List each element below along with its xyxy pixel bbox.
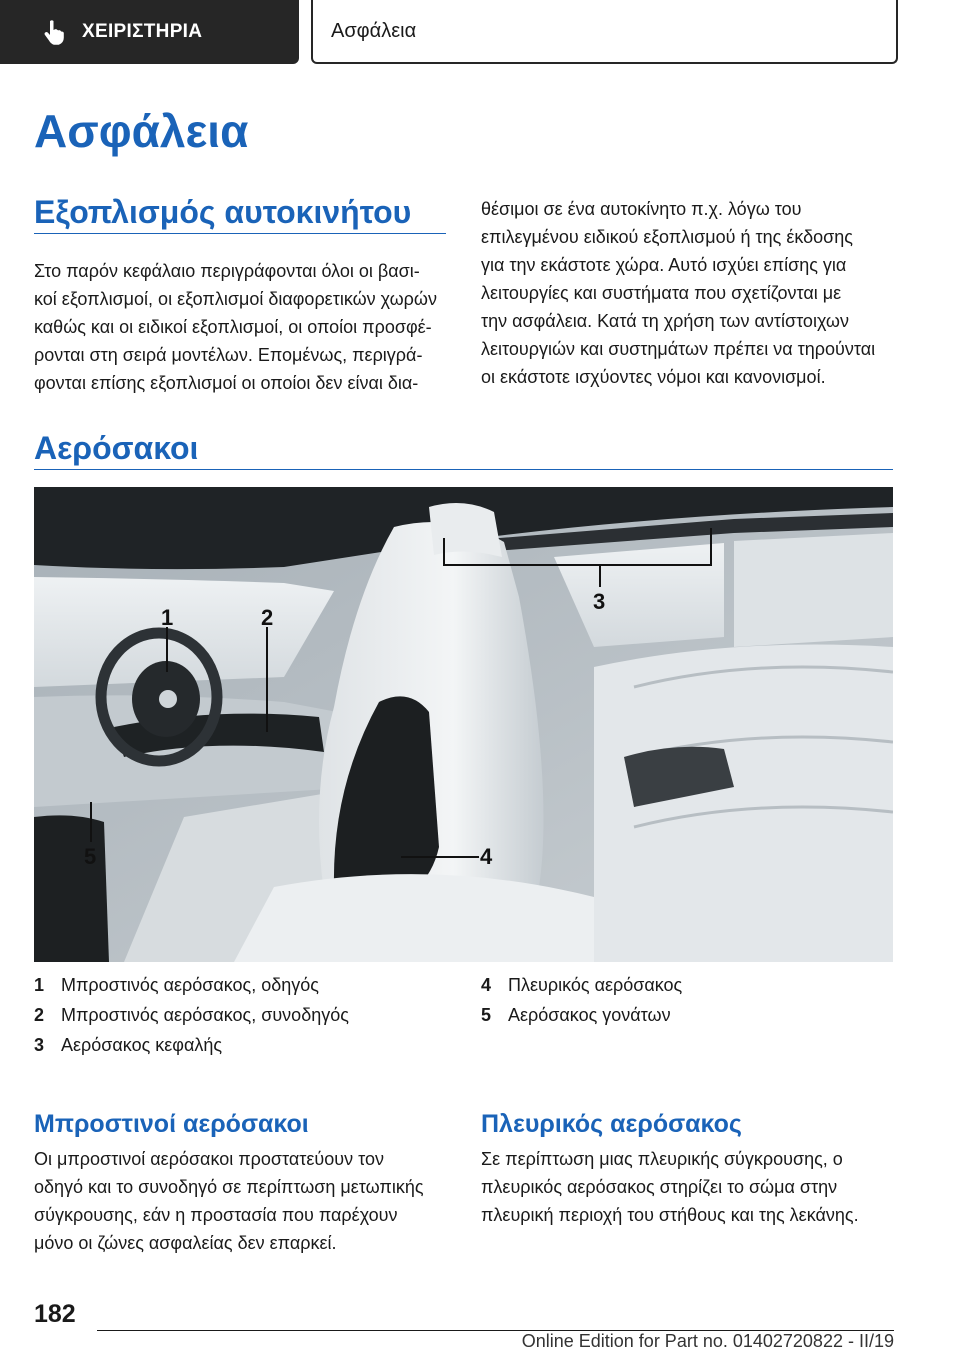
airbags-heading-rule <box>34 469 893 470</box>
chapter-tab[interactable] <box>311 0 898 64</box>
airbag-legend-left <box>34 975 349 1065</box>
callout-2: 2 <box>261 605 274 630</box>
legend-text: Αερόσακος γονάτων <box>508 1005 671 1025</box>
front-airbags-heading: Μπροστινοί αερόσακοι <box>34 1110 309 1138</box>
chapter-tab-label: Ασφάλεια <box>331 19 417 42</box>
equipment-text-right <box>481 195 875 391</box>
text-line: Σε περίπτωση μιας πλευρικής σύγκρουσης, ο <box>481 1149 843 1169</box>
text-line: πλευρική περιοχή του στήθους και της λεκάνης. <box>481 1205 859 1225</box>
callout-5: 5 <box>84 844 97 869</box>
text-line: Οι μπροστινοί αερόσακοι προστατεύουν τον <box>34 1149 384 1169</box>
callout-1: 1 <box>161 605 174 630</box>
airbags-heading: Αερόσακοι <box>34 430 199 466</box>
text-line: φονται επίσης εξοπλισμοί οι οποίοι δεν είναι δια- <box>34 373 419 393</box>
front-airbags-text <box>34 1145 424 1257</box>
side-airbag-text <box>481 1145 859 1229</box>
text-line: την ασφάλεια. Κατά τη χρήση των αντίστοιχων <box>481 311 849 331</box>
edition-note: Online Edition for Part no. 01402720822 - II/19 <box>521 1331 894 1351</box>
airbag-legend-right <box>481 975 682 1035</box>
text-line: οδηγό και το συνοδηγό σε περίπτωση μετωπικής <box>34 1177 424 1197</box>
legend-number: 3 <box>34 1035 45 1055</box>
text-line: λειτουργιών και συστημάτων πρέπει να τηρούνται <box>481 339 876 359</box>
legend-number: 4 <box>481 975 492 995</box>
legend-text: Πλευρικός αερόσακος <box>508 975 683 995</box>
text-line: για την εκάστοτε χώρα. Αυτό ισχύει επίσης για <box>481 255 847 275</box>
text-line: λειτουργίες και συστήματα που σχετίζονται με <box>481 283 842 303</box>
manual-section-tab[interactable] <box>0 0 299 64</box>
callout-3: 3 <box>593 589 606 614</box>
text-line: πλευρικός αερόσακος στηρίζει το σώμα στην <box>481 1177 838 1197</box>
legend-text: Μπροστινός αερόσακος, συνοδηγός <box>61 1005 349 1025</box>
hand-pointer-icon <box>40 18 68 46</box>
page-title: Ασφάλεια <box>34 105 249 157</box>
text-line: ρονται στη σειρά μοντέλων. Επομένως, περιγρά- <box>34 345 423 365</box>
legend-text: Αερόσακος κεφαλής <box>61 1035 223 1055</box>
text-line: σύγκρουσης, εάν η προστασία που παρέχουν <box>34 1205 398 1225</box>
list-item <box>34 1005 349 1035</box>
list-item <box>34 975 349 1005</box>
legend-number: 5 <box>481 1005 492 1025</box>
page-number: 182 <box>34 1300 76 1328</box>
legend-text: Μπροστινός αερόσακος, οδηγός <box>61 975 319 995</box>
equipment-heading: Εξοπλισμός αυτοκινήτου <box>34 194 412 230</box>
equipment-heading-rule <box>34 233 446 234</box>
manual-section-label: ΧΕΙΡΙΣΤΗΡΙΑ <box>82 21 203 42</box>
airbag-locations-illustration <box>34 487 893 962</box>
text-line: οι εκάστοτε ισχύοντες νόμοι και κανονισμοί. <box>481 367 826 387</box>
text-line: καθώς και οι ειδικοί εξοπλισμοί, οι οποίοι προσφέ- <box>34 317 432 337</box>
list-item <box>34 1035 349 1065</box>
legend-number: 1 <box>34 975 45 995</box>
text-line: μόνο οι ζώνες ασφαλείας δεν επαρκεί. <box>34 1233 337 1253</box>
list-item <box>481 975 682 1005</box>
text-line: θέσιμοι σε ένα αυτοκίνητο π.χ. λόγω του <box>481 199 802 219</box>
car-interior-illustration <box>34 487 893 962</box>
side-airbag-heading: Πλευρικός αερόσακος <box>481 1110 742 1138</box>
callout-4: 4 <box>480 844 493 869</box>
equipment-text-left <box>34 257 437 397</box>
legend-number: 2 <box>34 1005 45 1025</box>
text-line: κοί εξοπλισμοί, οι εξοπλισμοί διαφορετικών χωρών <box>34 289 437 309</box>
text-line: Στο παρόν κεφάλαιο περιγράφονται όλοι οι βασι- <box>34 261 420 281</box>
text-line: επιλεγμένου ειδικού εξοπλισμού ή της έκδοσης <box>481 227 853 247</box>
list-item <box>481 1005 682 1035</box>
